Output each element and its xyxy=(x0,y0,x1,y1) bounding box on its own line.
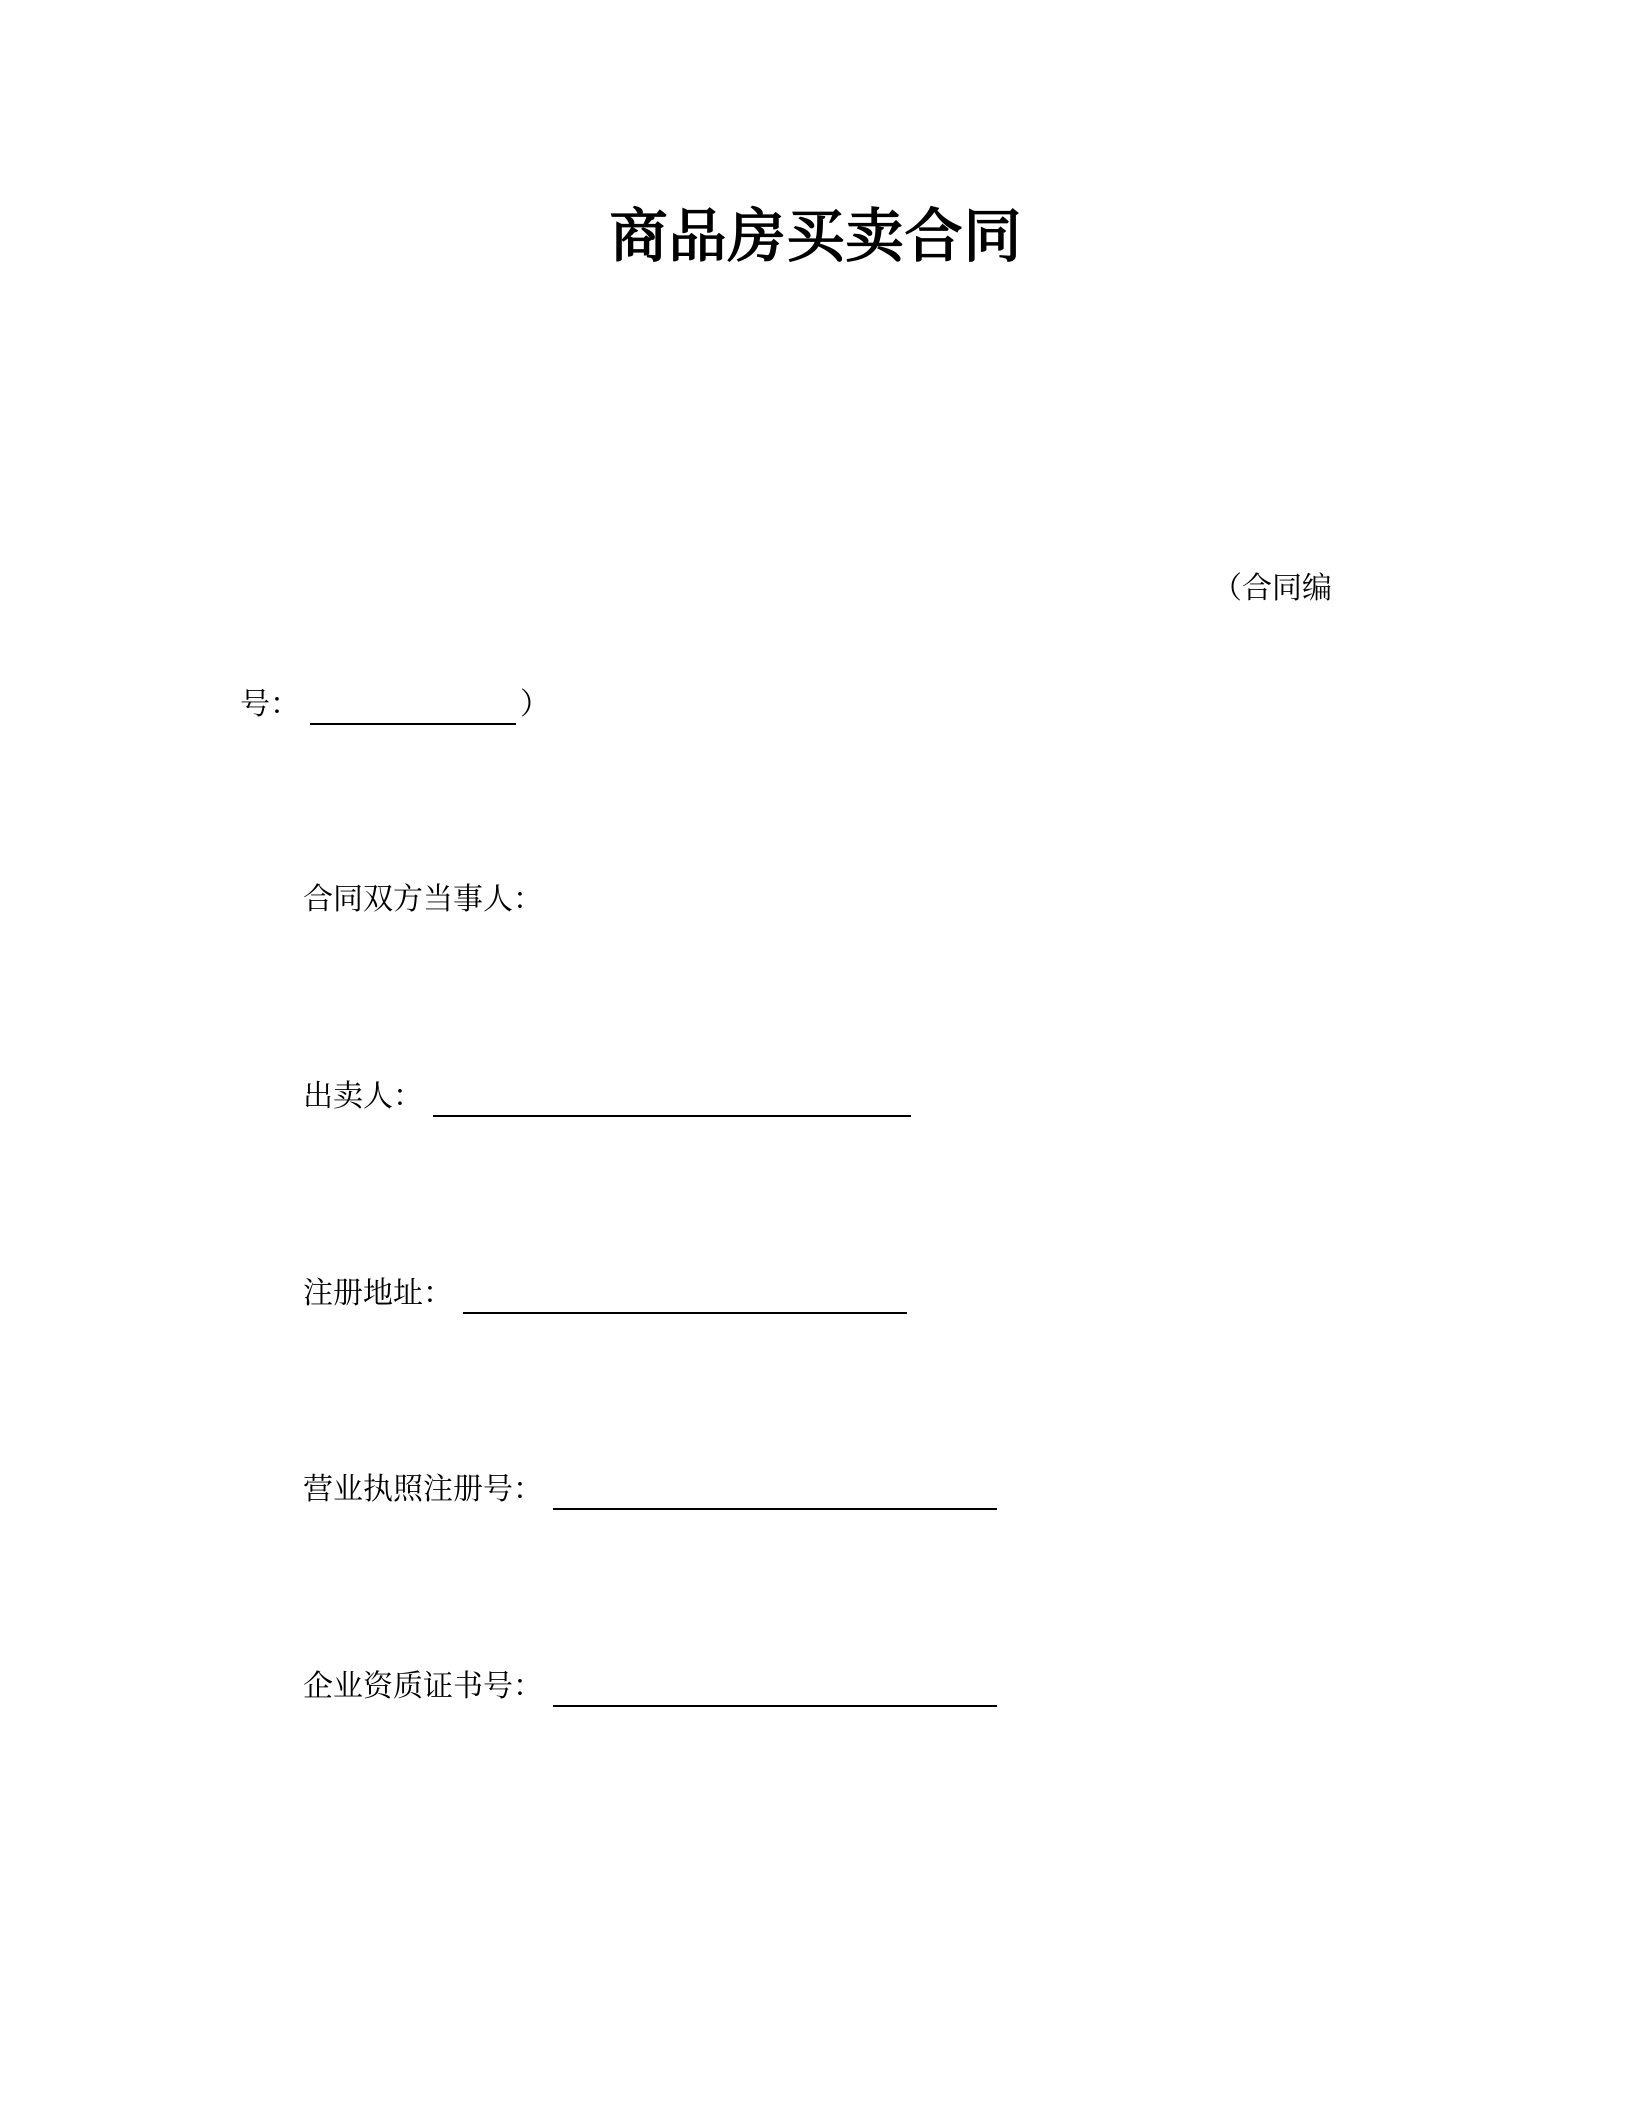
seller-label: 出卖人： xyxy=(303,1079,423,1114)
contract-number-label-part1: （合同编 xyxy=(1212,571,1332,606)
qualification-cert-label: 企业资质证书号： xyxy=(303,1669,543,1704)
contract-number-label-part2: 号： xyxy=(240,687,300,722)
contract-number-line xyxy=(240,685,550,725)
business-license-field xyxy=(303,1470,997,1510)
parties-heading: 合同双方当事人： xyxy=(303,882,543,917)
registered-address-field xyxy=(303,1274,907,1314)
seller-field xyxy=(303,1077,911,1117)
contract-number-blank[interactable] xyxy=(310,689,516,725)
contract-number-close-paren: ） xyxy=(520,687,550,722)
qualification-cert-field xyxy=(303,1667,997,1707)
registered-address-blank[interactable] xyxy=(463,1278,907,1314)
business-license-blank[interactable] xyxy=(553,1474,997,1510)
registered-address-label: 注册地址： xyxy=(303,1276,453,1311)
qualification-cert-blank[interactable] xyxy=(553,1671,997,1707)
seller-blank[interactable] xyxy=(433,1081,911,1117)
document-title: 商品房买卖合同 xyxy=(609,202,1023,270)
business-license-label: 营业执照注册号： xyxy=(303,1472,543,1507)
